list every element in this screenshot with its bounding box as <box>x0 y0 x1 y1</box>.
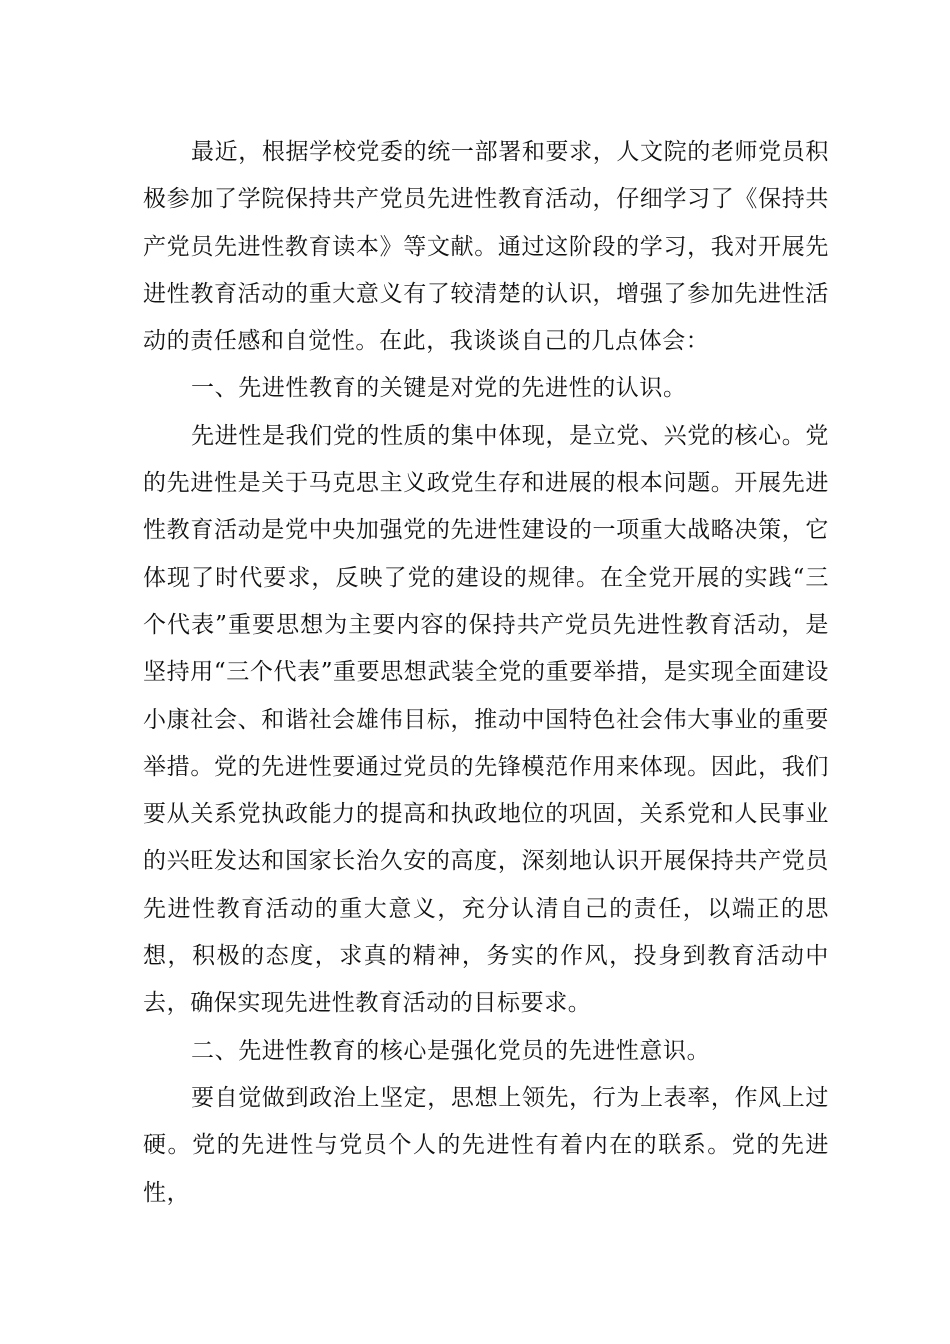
section-one-heading: 一、先进性教育的关键是对党的先进性的认识。 <box>191 375 687 402</box>
section-two-heading: 二、先进性教育的核心是强化党员的先进性意识。 <box>191 1037 711 1064</box>
intro-paragraph: 最近，根据学校党委的统一部署和要求，人文院的老师党员积极参加了学院保持共产党员先进性教育活动，仔细学习了《保持共产党员先进性教育读本》等文献。通过这阶段的学习，我对开展先进性教育活动的重大意义有了较清楚的认识，增强了参加先进性活动的责任感和自觉性。在此，我谈谈自己的几点体会： <box>143 139 829 355</box>
document-body <box>143 129 829 1217</box>
section-one-paragraph: 先进性是我们党的性质的集中体现，是立党、兴党的核心。党的先进性是关于马克思主义政党生存和进展的根本问题。开展先进性教育活动是党中央加强党的先进性建设的一项重大战略决策，它体现了时代要求，反映了党的建设的规律。在全党开展的实践“三个代表”重要思想为主要内容的保持共产党员先进性教育活动，是坚持用“三个代表”重要思想武装全党的重要举措，是实现全面建设小康社会、和谐社会雄伟目标，推动中国特色社会伟大事业的重要举措。党的先进性要通过党员的先锋模范作用来体现。因此，我们要从关系党执政能力的提高和执政地位的巩固，关系党和人民事业的兴旺发达和国家长治久安的高度，深刻地认识开展保持共产党员先进性教育活动的重大意义，充分认清自己的责任，以端正的思想，积极的态度，求真的精神，务实的作风，投身到教育活动中去，确保实现先进性教育活动的目标要求。 <box>143 422 829 1017</box>
section-two-paragraph: 要自觉做到政治上坚定，思想上领先，行为上表率，作风上过硬。党的先进性与党员个人的先进性有着内在的联系。党的先进性， <box>143 1084 829 1206</box>
